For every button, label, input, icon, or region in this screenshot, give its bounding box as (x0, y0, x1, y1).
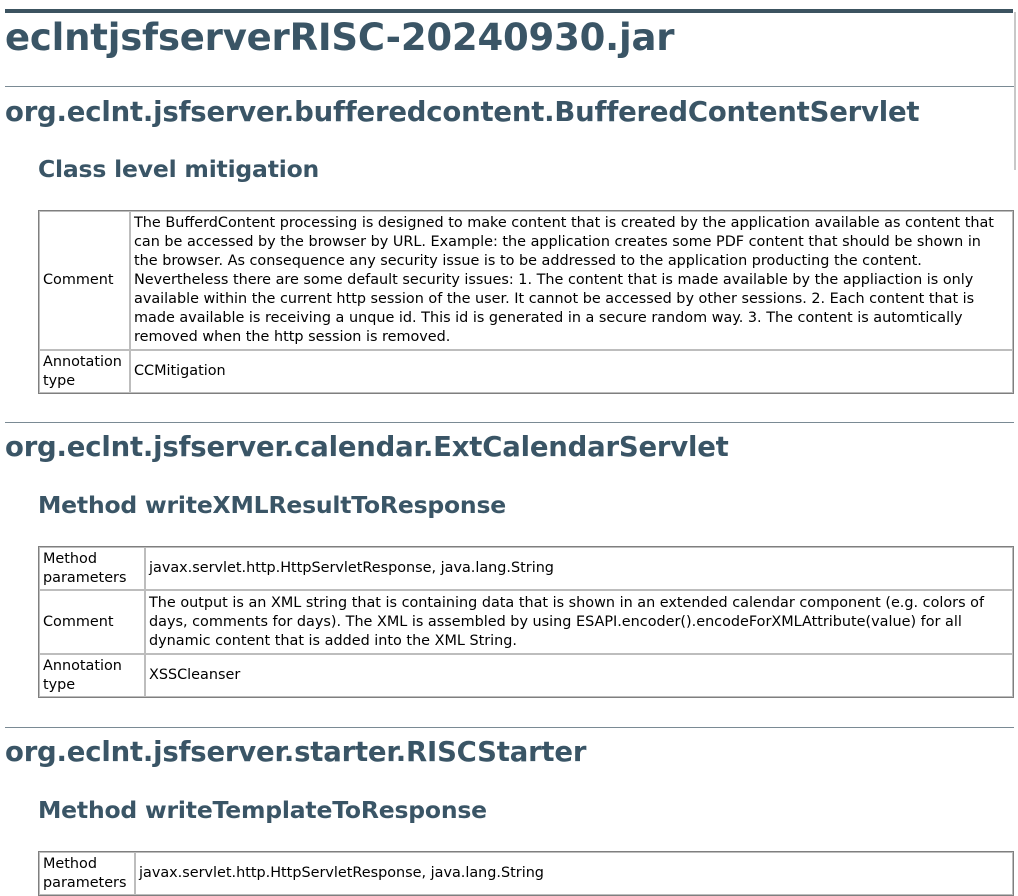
subsection-heading: Method writeTemplateToResponse (38, 796, 487, 824)
top-rule (5, 9, 1013, 13)
row-label: Method parameters (39, 852, 135, 895)
section-divider (5, 727, 1014, 728)
row-value: The BufferdContent processing is designed to make content that is created by the application available as content that can be accessed by the browser by URL. Example: the application creates some PDF content that should be shown in the browser. As consequence any security issue is to be addressed to the application producting the content. Nevertheless there are some default security issues: 1. The content that is made available by the appliaction is only available within the current http session of the user. It cannot be accessed by other sessions. 2. Each content that is made available is receiving a unque id. This id is generated in a secure random way. 3. The content is automtically removed when the http session is removed. (130, 211, 1013, 350)
row-value: XSSCleanser (145, 654, 1013, 697)
table-row (39, 654, 1013, 697)
class-name-heading: org.eclnt.jsfserver.bufferedcontent.BufferedContentServlet (5, 96, 920, 128)
class-name-heading: org.eclnt.jsfserver.starter.RISCStarter (5, 736, 587, 768)
table-row (39, 852, 1013, 895)
table-row (39, 547, 1013, 590)
annotation-table (38, 210, 1014, 394)
subsection-heading: Class level mitigation (38, 155, 320, 183)
row-label: Comment (39, 590, 145, 654)
subsection-heading: Method writeXMLResultToResponse (38, 491, 506, 519)
row-label: Annotation type (39, 350, 130, 393)
table-row (39, 350, 1013, 393)
annotation-table (38, 851, 1014, 896)
class-name-heading: org.eclnt.jsfserver.calendar.ExtCalendarServlet (5, 431, 729, 463)
scrollbar-thumb[interactable] (1014, 12, 1016, 170)
row-value: javax.servlet.http.HttpServletResponse, java.lang.String (135, 852, 1013, 895)
row-value: The output is an XML string that is containing data that is shown in an extended calendar component (e.g. colors of days, comments for days). The XML is assembled by using ESAPI.encoder().encodeForXMLAttribute(value) for all dynamic content that is added into the XML String. (145, 590, 1013, 654)
row-label: Method parameters (39, 547, 145, 590)
jar-title: eclntjsfserverRISC-20240930.jar (5, 16, 675, 59)
table-row (39, 211, 1013, 350)
annotation-table (38, 546, 1014, 698)
row-label: Comment (39, 211, 130, 350)
row-value: CCMitigation (130, 350, 1013, 393)
section-divider (5, 86, 1014, 87)
row-value: javax.servlet.http.HttpServletResponse, java.lang.String (145, 547, 1013, 590)
table-row (39, 590, 1013, 654)
row-label: Annotation type (39, 654, 145, 697)
section-divider (5, 422, 1014, 423)
